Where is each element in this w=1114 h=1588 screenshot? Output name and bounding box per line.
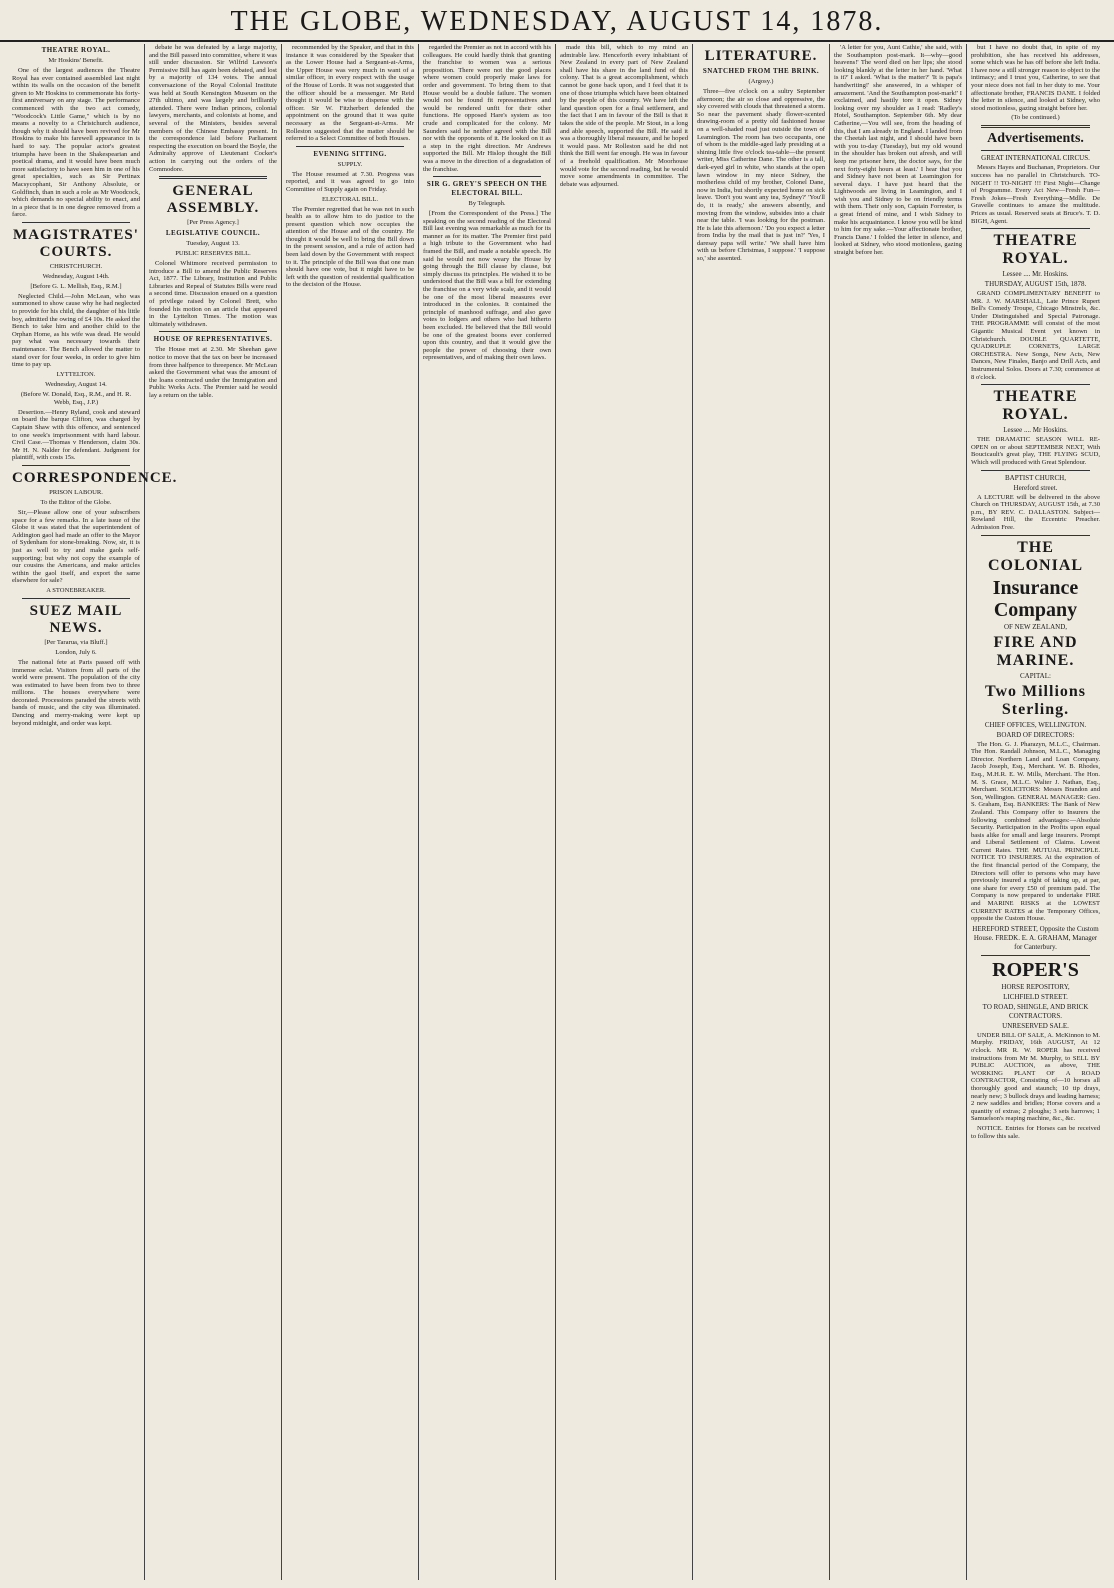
ropers-street: LICHFIELD STREET. — [1003, 992, 1068, 1001]
divider — [981, 955, 1090, 956]
column-1 — [8, 44, 178, 1580]
suez-title: SUEZ MAIL NEWS. — [29, 602, 123, 636]
column-7 — [830, 44, 967, 1580]
correspondence-to: To the Editor of the Globe. — [40, 498, 112, 506]
theatre-ad-1-date: THURSDAY, AUGUST 15th, 1878. — [984, 280, 1087, 289]
column-3 — [282, 44, 419, 1580]
baptist-body: A LECTURE will be delivered in the above Church on THURSDAY, AUGUST 15th, at 7.30 p.m., BY REV. C. DALLASTON. Subject—Rowland Hill, the Eccentric Preacher. Admission Free. — [971, 493, 1100, 531]
colonial-capital: Two Millions Sterling. — [984, 682, 1087, 718]
electoral-bill-sub: ELECTORAL BILL. — [321, 195, 379, 203]
grey-speech-via: By Telegraph. — [468, 200, 506, 208]
col3-body: recommended by the Speaker, and that in this instance it was considered by the Speaker that as the Lower House had a Sergeant-at-Arms, the Upper House was very much in want of a similar officer, in every respect with the usage of the House of Lords. It was not suggested that the officer should be a messenger. Mr Reid thought it would be wise to dispense with the officer. Sir W. Fitzherbert defended the appointment on the ground that it was quite necessary as the Sergeant-at-Arms. Mr Rolleston suggested that the matter should be referred to a Select Committee of both Houses. — [286, 44, 414, 143]
baptist-sub: Hereford street. — [1013, 483, 1058, 492]
theatre-subtitle: Mr Hoskins' Benefit. — [48, 57, 104, 64]
magistrates-body: Neglected Child.—John McLean, who was summoned to show cause why he had neglected to provide for his child, the daughter of his little boy, admitted the owing of £4 10s. He asked the Bench to take him and another child to the Orphan Home, as his wife was dead. He would pay what was necessary towards their maintenance. The Bench allowed the matter to stand over for four weeks, in order to give him time to pay up. — [12, 292, 140, 369]
divider — [159, 331, 267, 332]
theatre-ad-1-title: THEATRE ROYAL. — [993, 232, 1078, 268]
evening-sitting-title: EVENING SITTING. — [313, 149, 387, 158]
colonial-body: The Hon. G. J. Pharazyn, M.L.C., Chairman. The Hon. Randall Johnson, M.L.C., Managing Director. Northern Land and Loan Company. Jacob Joseph, Esq., Merchant. W. B. Rhodes, Esq., M.H.R. E. W. Mills, Merchant. The Hon. M. S. Grace, M.L.C. Walter J. Nathan, Esq., Merchant. SOLICITORS: Messrs Brandon and Son, Wellington. GENERAL MANAGER: Geo. S. Graham, Esq. BANKERS: The Bank of New Zealand. This Company offer to Insurers the following combined advantages:—Absolute Security. Participation in the Profits upon equal basis alike for small and large insurers. Prompt and Liberal Settlement of Claims. Lowest Current Rates. THE MUTUAL PRINCIPLE. NOTICE TO INSURERS. At the expiration of the first financial period of the Company, the Directors will offer to persons who may have previously insured a right of taking up, at par, one share for every £50 of premium paid. The Company is now prepared to undertake FIRE and MARINE RISKS at the LOWEST CURRENT RATES at the Temporary Offices, opposite the Custom House. — [971, 740, 1100, 923]
col7-body: 'A letter for you, Aunt Cathie,' she said, with the Southampton post-mark. It—why—good heavens!' The word died on her lips; she stood looking blankly at the letter in her hand. 'What is it?' I asked. 'What is the matter?' 'It is papa's handwriting!' she answered, in a whisper of amazement. 'And the Southampton post-mark!' I exclaimed, and hastily tore it open. Sidney looking over my shoulder as I read: 'Radley's Hotel, Southampton. September 6th. My dear Catherine,—You will see, from the heading of this, that I am already in England. I landed from the Cheetah last night, and I should have been with you to-day (Tuesday), but my old wound in the shoulder has broken out afresh, and will keep me prisoner here, the doctor says, for the next forty-eight hours at least.' I hear that you and Sidney have not been at Leamington for several days. I have just heard that the Lightwoods are living in Leamington, and I wish you and Sidney to be on friendly terms with them. Their only son, Captain Forrester, is a great friend of mine, and I wish Sidney to make his acquaintance. I know you will be kind to him for my sake.—Your affectionate brother, Francis Dane.' I folded the letter in silence, and looked at Sidney, who stood motionless, gazing straight before her. — [834, 44, 962, 257]
col5-body: made this bill, which to my mind an admirable law. Henceforth every inhabitant of New Zealand in every part of New Zealand shall have his share in the land fund of this colony. That is a great accomplishment, which cannot be gone back upon, and I feel that it is one of those triumphs which have been obtained by the people of this country. We have left the land question open for a final settlement, and the fact that I am in favour of the Bill is that it takes the side of the people. Mr Stout, in a long and able speech, supported the Bill. He said it was a thoroughly liberal measure, and he hoped it would pass. Mr Rolleston said he did not think the Bill went far enough. He was in favour of a freehold qualification. Mr Moorhouse would vote for the second reading, but he would move some amendments in committee. The debate was adjourned. — [560, 44, 688, 188]
magistrates-before: [Before G. L. Mellish, Esq., R.M.] — [30, 282, 122, 290]
ropers-unreserved: UNRESERVED SALE. — [1002, 1021, 1069, 1030]
theatre-title: THEATRE ROYAL. — [41, 46, 111, 54]
theatre-ad-2-title: THEATRE ROYAL. — [993, 388, 1078, 424]
circus-body: Messrs Hayes and Buchanan, Proprietors. Our success has no parallel in Christchurch. TO-NIGHT !! TO-NIGHT !!! First Night—Change of Programme. Every Act New—Fresh Fun—Fresh Jokes—Fresh Everything—Mdlle. De Gravelle continues to amaze the multitude. Prices as usual. Reserved seats at Bruce's. T. D. BIGH, Agent. — [971, 164, 1100, 225]
correspondence-body: Sir,—Please allow one of your subscribers space for a few remarks. In a late issue of the Globe it was stated that the superintendent of Addington gaol had made an offer to the Mayor of Sydenham for stone-breaking. Now, sir, it is just as well to try and make gaols self-supporting; but why not copy the example of our cousins the Americans, and make articles within the gaol itself, and export the same elsewhere for sale? — [12, 508, 140, 585]
masthead-title: THE GLOBE, WEDNESDAY, AUGUST 14, 1878. — [230, 6, 884, 37]
magistrates-date: Wednesday, August 14th. — [42, 272, 110, 280]
grey-speech-body: [From the Correspondent of the Press.] The speaking on the second reading of the Electoral Bill last evening was remarkable as much for its manner as for its matter. The Premier first paid a high tribute to the Government who had framed the Bill, and made a notable speech. He said he would not now weary the House by going through the Bill clause by clause, but simply discuss its principles. He wished it to be understood that the Bill was a bill for extending the franchise on a very wide scale, and it would be one of the most liberal measures ever introduced in the colonies. It contained the principle of manhood suffrage, and also gave votes to lodgers and others who had hitherto been excluded. He believed that the Bill would be one of the greatest boons ever conferred upon this country, and that it would give the people the power of choosing their own representatives, and of making their own laws. — [423, 210, 551, 362]
column-4 — [419, 44, 556, 1580]
divider — [981, 535, 1090, 536]
legislative-council-date: Tuesday, August 13. — [186, 240, 240, 248]
legislative-council-sub: PUBLIC RESERVES BILL. — [175, 250, 251, 258]
divider — [159, 176, 267, 179]
correspondence-sign: A STONEBREAKER. — [46, 586, 106, 594]
ropers-notice: NOTICE. Entries for Horses can be received to follow this sale. — [971, 1124, 1100, 1140]
house-body: The House met at 2.30. Mr Sheehan gave notice to move that the tax on beer be increased from three halfpence to threepence. Mr McLean asked the Government what was the amount of the loans contracted under the Immigration and Public Works Acts. The Premier said he would lay a return on the table. — [149, 346, 277, 399]
divider — [981, 228, 1090, 229]
suez-body: The national fete at Paris passed off with immense eclat. Visitors from all parts of the world were present. The population of the city was estimated to have been from two to three millions. The houses everywhere were decorated. Processions paraded the streets with bands of music, and the city was illuminated. Dancing and merry-making were kept up beyond midnight, and order was kept. — [12, 658, 140, 727]
colonial-title: THE COLONIAL — [987, 538, 1084, 574]
colonial-fire-marine: FIRE AND MARINE. — [993, 633, 1078, 669]
theatre-ad-1-body: GRAND COMPLIMENTARY BENEFIT to MR. J. W. MARSHALL, Late Prince Rupert Bell's Comedy Troupe, Chicago Minstrels, &c. Under Distinguished and Special Patronage. THE PROGRAMME will consist of the most Gigantic Musical Event yet known in Christchurch. DOUBLE QUARTETTE, QUADRUPLE CORNETS, LARGE ORCHESTRA. New Songs, New Acts, New Dances, New Finales, Banjo and Drill Acts, and Instrumental Solos. Doors at 7.30; commence at 8 o'clock. — [971, 290, 1100, 381]
lyttelton-date: Wednesday, August 14. — [45, 380, 107, 388]
masthead — [0, 0, 1114, 42]
divider — [981, 470, 1090, 471]
correspondence-subtitle: PRISON LABOUR. — [49, 488, 103, 496]
magistrates-place: CHRISTCHURCH. — [49, 262, 103, 270]
grey-speech-title: SIR G. GREY'S SPEECH ON THE ELECTORAL BILL. — [426, 180, 548, 198]
theatre-ad-2-lessee: Lessee .... Mr Hoskins. — [1003, 426, 1068, 435]
evening-sitting-sub: SUPPLY. — [337, 160, 363, 168]
colonial-of: OF NEW ZEALAND, — [1003, 622, 1068, 631]
story-continued-body: but I have no doubt that, in spite of my prohibition, she has received his addresses, some which was he has off before she left India. I have now a still stronger reason to object to the intimacy; and I trust you, Catherine, to see that your niece does not fail in her duty to me. Your affectionate brother, FRANCIS DANE. I folded the letter in silence, and looked at Sidney, who stood motionless, gazing straight before her. — [971, 44, 1100, 112]
literature-subtitle: SNATCHED FROM THE BRINK. — [702, 67, 820, 75]
divider — [22, 465, 130, 466]
literature-body: Three—five o'clock on a sultry September afternoon; the air so close and oppressive, the sky covered with clouds that threatened a storm. So near the pavement shady flower-scented drawing-room of a pretty old fashioned house on a well-shaded road just outside the town of Leamington. The room has two occupants, one of whom is the middle-aged lady presiding at a shining little five o'clock tea-table—the present writer, Miss Catherine Dane. The other is a tall, dark-eyed girl in white, who stands at the open lawn window in my niece Sidney, the motherless child of my brother, Colonel Dane, now in India, but shortly expected home on sick leave. 'Don't you want any tea, Sydney?' 'You'll do, it is ready,' she answers absently, and moving from the window, subsides into a chair near the table. 'I was looking for the postman. He is late this afternoon.' 'Do you expect a letter from India by the mail that is just in?' 'Yes, I daresay papa will write.' 'We shall have him with us before Christmas, I suppose.' 'I suppose so,' she assented. — [697, 88, 825, 263]
correspondence-title: CORRESPONDENCE. — [12, 469, 178, 486]
ropers-body: UNDER BILL OF SALE, A. McKinnon to M. Murphy. FRIDAY, 16th AUGUST, At 12 o'clock. MR R. W. ROPER has received instructions from Mr M. Murphy, to SELL BY PUBLIC AUCTION, as above, THE WORKING PLANT OF A ROAD CONTRACTOR, Consisting of—10 horses all thoroughly good and staunch; 10 tip drays, nearly new; 3 bullock drays and leading harness; 2 new saddles and bridles; Horse covers and a quantity of extras; 2 ploughs; 3 sets harrows; 1 Samuelson's reaping machine, &c., &c. — [971, 1031, 1100, 1123]
general-assembly-via: [Per Press Agency.] — [187, 219, 239, 227]
electoral-bill-body: The Premier regretted that he was not in such health as to allow him to do justice to the present question which now occupies the attention of the House and of the country. He thought it would be well to bring the Bill down in the present session, and a rule of action had been laid down by the Government with respect to it. The principle of the Bill was that one man should have one vote, but it might have to be left with the question of residential qualification to the decision of the House. — [286, 205, 414, 289]
ropers-sub: HORSE REPOSITORY, — [1001, 982, 1070, 991]
evening-sitting-body: The House resumed at 7.30. Progress was reported, and it was agreed to go into Committee of Supply again on Friday. — [286, 170, 414, 193]
magistrates-title: MAGISTRATES' COURTS. — [13, 226, 139, 260]
literature-source: (Argosy.) — [748, 78, 774, 85]
column-5 — [556, 44, 693, 1580]
house-title: HOUSE OF REPRESENTATIVES. — [153, 335, 273, 344]
column-6 — [693, 44, 830, 1580]
colonial-capital-label: CAPITAL: — [1020, 671, 1051, 680]
general-assembly-title: GENERAL ASSEMBLY. — [166, 183, 260, 217]
col4-body: regarded the Premier as not in accord with his colleagues. He could hardly think that granting the franchise to women was a serious proposition. There were not the good places where women could properly make laws for order and government. To bring them to that House would be a double failure. The women would not be found fit representatives and would be rendered unfit for their other functions. He opposed Hare's system as too crude and complicated for the colony. Mr Saunders said he neither agreed with the Bill nor with the opponents of it. He looked on it as a step in the right direction. Mr Andrews supported the Bill. Mr Hislop thought the Bill was a move in the direction of a degradation of the franchise. — [423, 44, 551, 173]
colonial-office: CHIEF OFFICES, WELLINGTON. — [984, 720, 1087, 729]
colonial-agent: HEREFORD STREET, Opposite the Custom House. FREDK. E. A. GRAHAM, Manager for Canterbury. — [972, 924, 1099, 951]
baptist-title: BAPTIST CHURCH, — [1005, 473, 1066, 482]
theatre-body: One of the largest audiences the Theatre Royal has ever contained assembled last night within its walls on the occasion of the benefit given to Mr Hoskins to commemorate his forty-first anniversary on any stage. The performance commenced with the two act comedy, "Woodcock's Little Game," which is by no means a novelty to a Christchurch audience, though why it should have been revived for Mr Hoskins to make his farewell appearance in is hard to say. The popular actor's greatest triumphs have been in the Shakespearian and poetical drama, and it would have been much more satisfactory to have seen him in one of his great specialties, such as Sir Pertinax Macsycophant, Sir Anthony Absolute, or Goldfinch, than in such a role as Mr Woodcock, which demands no special ability to enact, and in a piece that is in one degree removed from a farce. — [12, 67, 140, 219]
legislative-council-body: Colonel Whitmore received permission to introduce a Bill to amend the Public Reserves Act, 1877. The Library, Institution and Public Libraries and Repeal of Statutes Bills were read a second time. Discussion ensued on a question of privilege raised by Colonel Brett, who founded his motion on an article that appeared in the Lyttelton Times. The motion was ultimately withdrawn. — [149, 260, 277, 328]
colonial-company: Insurance Company — [992, 576, 1079, 621]
suez-via: [Per Tararua, via Bluff.] — [44, 638, 108, 646]
literature-title: LITERATURE. — [704, 48, 818, 64]
column-2 — [145, 44, 282, 1580]
theatre-ad-1-lessee: Lessee .... Mr. Hoskins. — [1002, 270, 1069, 279]
divider — [981, 150, 1090, 151]
lyttelton-before: (Before W. Donald, Esq., R.M., and H. R. Webb, Esq., J.P.) — [20, 390, 132, 406]
columns — [8, 44, 1106, 1580]
lyttelton-body: Desertion.—Henry Ryland, cook and steward on board the barque Clifton, was charged by Captain Shaw with this offence, and sentenced to one week's imprisonment with hard labour. Civil Case.—Thomas v Henderson, claim 30s. Mr H. N. Nalder for defendant. Judgment for plaintiff, with costs 15s. — [12, 408, 140, 462]
theatre-ad-2-body: THE DRAMATIC SEASON WILL RE-OPEN on or about SEPTEMBER NEXT, With Boucicault's great play, THE FLYING SCUD, Which will produced with Great Splendour. — [971, 436, 1100, 466]
col2-body: debate he was defeated by a large majority, and the Bill passed into committee, where it was still under discussion. Sir Wilfrid Lawson's Permissive Bill has again been debated, and lost by a majority of 134 votes. The annual conversazione of the Royal Colonial Institute was held at South Kensington Museum on the 27th ultimo, and was largely and brilliantly attended. There were Indian princes, colonial lawyers, merchants, and colonists at home, and several of the Ministers, besides several members of the Chinese Embassy present. In the correspondence laid before Parliament respecting the execution on board the Boyle, the Admiralty approve of Lieutenant Cocker's action in carrying out the orders of the Commodore. — [149, 44, 277, 173]
divider — [22, 598, 130, 599]
divider — [296, 146, 404, 147]
colonial-board: BOARD OF DIRECTORS: — [996, 730, 1075, 739]
lyttelton-title: LYTTELTON. — [56, 370, 96, 378]
divider — [981, 125, 1090, 128]
advertisements-title: Advertisements. — [987, 131, 1084, 147]
legislative-council-title: LEGISLATIVE COUNCIL. — [165, 229, 261, 238]
ropers-to: TO ROAD, SHINGLE, AND BRICK CONTRACTORS. — [982, 1002, 1089, 1020]
divider — [981, 384, 1090, 385]
divider — [22, 222, 130, 223]
suez-date: London, July 6. — [55, 648, 97, 656]
column-8 — [967, 44, 1104, 1580]
ropers-title: ROPER'S — [992, 958, 1079, 981]
divider — [433, 176, 541, 177]
story-continued-note: (To be continued.) — [1011, 114, 1060, 122]
circus-title: GREAT INTERNATIONAL CIRCUS. — [981, 154, 1090, 163]
